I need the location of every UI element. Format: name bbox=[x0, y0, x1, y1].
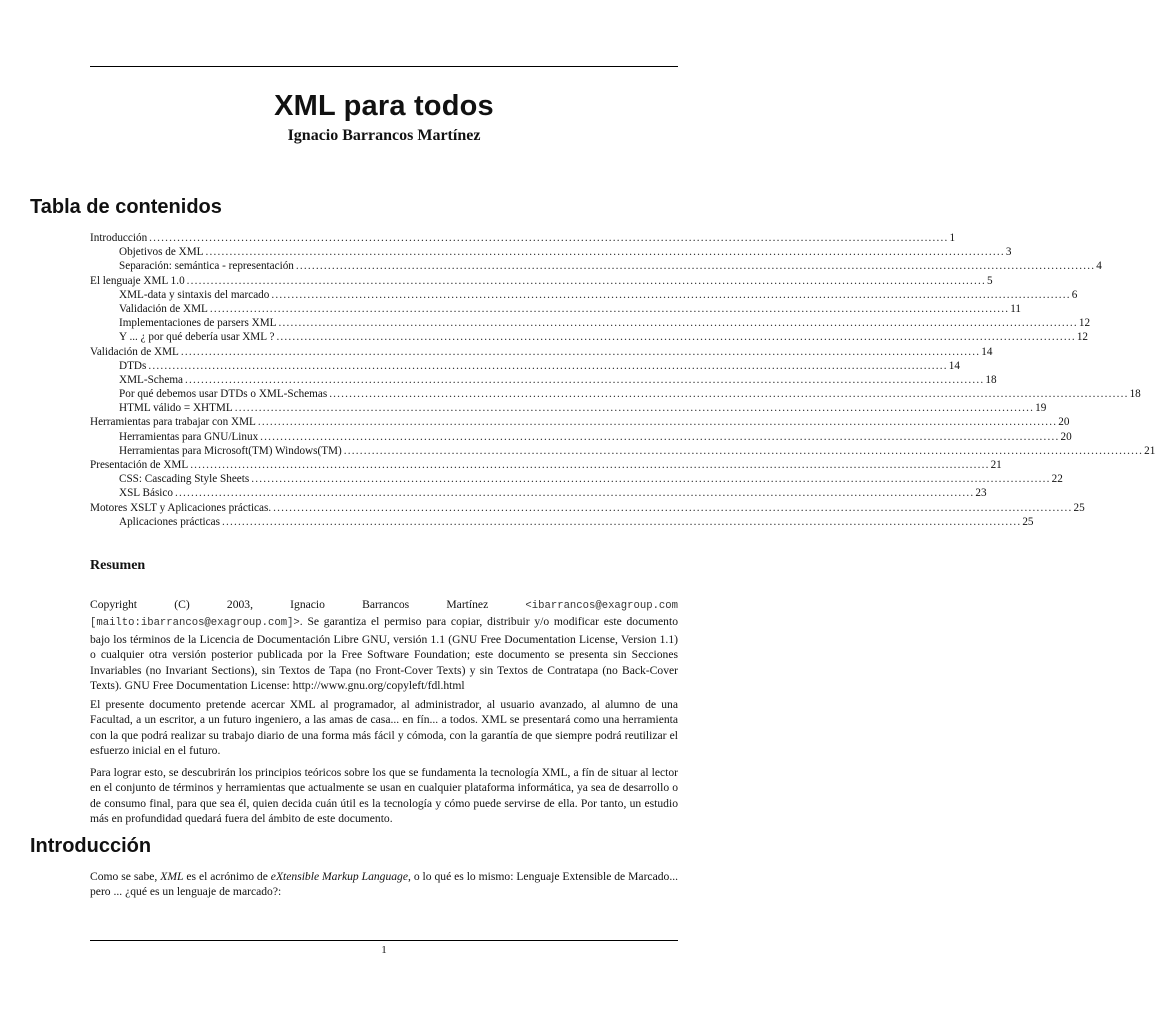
toc-dot-leader: ........................................................................................................................................................................................................ bbox=[251, 473, 1051, 486]
introduction-paragraph: Como se sabe, XML es el acrónimo de eXtensible Markup Language, o lo qué es lo mismo: Lenguaje Extensible de Marcado... pero ... ¿qué es un lenguaje de marcado?: bbox=[90, 870, 679, 899]
toc-entry-page: 23 bbox=[975, 487, 987, 500]
toc-entry-label: Y ... ¿ por qué debería usar XML ? bbox=[119, 331, 275, 344]
toc-entry[interactable] bbox=[90, 515, 1034, 529]
toc-entry-label: Por qué debemos usar DTDs o XML-Schemas bbox=[119, 388, 328, 401]
term-extensible-markup-language: eXtensible Markup Language bbox=[270, 870, 409, 883]
toc-dot-leader: ........................................................................................................................................................................................................ bbox=[148, 359, 948, 372]
toc-entry[interactable] bbox=[90, 501, 1085, 515]
toc-entry-label: Herramientas para Microsoft(TM) Windows(TM) bbox=[119, 444, 342, 457]
toc-dot-leader: ........................................................................................................................................................................................................ bbox=[174, 487, 975, 500]
footer-rule bbox=[90, 940, 678, 941]
toc-entry[interactable] bbox=[90, 302, 1022, 316]
toc-dot-leader: ........................................................................................................................................................................................................ bbox=[221, 515, 1022, 528]
copyright-text: Copyright (C) 2003, Ignacio Barrancos Martínez bbox=[90, 598, 526, 611]
toc-entry[interactable] bbox=[90, 444, 1155, 458]
toc-entry[interactable] bbox=[90, 259, 1102, 273]
toc-entry-page: 20 bbox=[1058, 416, 1070, 429]
toc-entry-label: DTDs bbox=[119, 359, 147, 372]
toc-entry-page: 4 bbox=[1096, 260, 1102, 273]
term-xml: XML bbox=[160, 870, 184, 883]
toc-entry[interactable] bbox=[90, 231, 956, 245]
document-title: XML para todos bbox=[274, 90, 494, 122]
toc-entry[interactable] bbox=[90, 359, 960, 373]
toc-entry-label: XML-data y sintaxis del marcado bbox=[119, 288, 270, 301]
toc-dot-leader: ........................................................................................................................................................................................................ bbox=[257, 416, 1058, 429]
toc-entry-page: 12 bbox=[1078, 317, 1091, 330]
toc-entry[interactable] bbox=[90, 245, 1012, 259]
toc-entry-label: HTML válido = XHTML bbox=[119, 402, 233, 415]
toc-entry[interactable] bbox=[90, 458, 1002, 472]
toc-entry[interactable] bbox=[90, 401, 1047, 415]
toc-entry[interactable] bbox=[90, 415, 1070, 429]
toc-entry-page: 12 bbox=[1076, 331, 1088, 344]
toc-entry-page: 5 bbox=[987, 274, 993, 287]
toc-entry-label: Presentación de XML bbox=[90, 459, 189, 471]
toc-entry-page: 21 bbox=[990, 459, 1002, 471]
toc-entry-label: XSL Básico bbox=[119, 487, 173, 500]
toc-entry-label: Motores XSLT y Aplicaciones prácticas. bbox=[90, 501, 272, 514]
toc-entry[interactable] bbox=[90, 316, 1091, 330]
toc-entry-label: CSS: Cascading Style Sheets bbox=[119, 473, 250, 486]
page-number: 1 bbox=[381, 944, 387, 956]
toc-dot-leader: ........................................................................................................................................................................................................ bbox=[273, 501, 1073, 514]
toc-entry-label: Validación de XML bbox=[119, 302, 208, 315]
toc-entry-page: 14 bbox=[981, 345, 993, 358]
header-rule bbox=[90, 66, 678, 67]
toc-entry[interactable] bbox=[90, 345, 993, 359]
toc-dot-leader: ........................................................................................................................................................................................................ bbox=[186, 274, 987, 287]
toc-entry-page: 21 bbox=[1144, 444, 1155, 457]
toc-entry-label: Implementaciones de parsers XML bbox=[119, 317, 277, 330]
toc-entry-page: 18 bbox=[985, 373, 997, 386]
toc-entry-page: 3 bbox=[1005, 246, 1012, 259]
toc-entry-label: Herramientas para GNU/Linux bbox=[119, 430, 259, 443]
toc-entry-page: 14 bbox=[948, 359, 960, 372]
toc-entry[interactable] bbox=[90, 387, 1141, 401]
toc-dot-leader: ........................................................................................................................................................................................................ bbox=[295, 260, 1096, 273]
abstract-heading: Resumen bbox=[90, 558, 146, 573]
toc-entry[interactable] bbox=[90, 472, 1063, 486]
toc-dot-leader: ........................................................................................................................................................................................................ bbox=[180, 345, 981, 358]
license-text: . Se garantiza el permiso para copiar, distribuir y/o modificar este documento bajo los términos de la Licencia de Documentación Libre GNU, versión 1.1 (GNU Free Documentation License, Version 1.1) o cualquier otra versión posterior publicada por la Free Software Foundation; este documento se presenta sin Secciones Invariables (no Invariant Sections), sin Textos de Tapa (no Front-Cover Texts) y sin Textos de Contratapa (no Back-Cover Texts). GNU Free Documentation License: http://www.gnu.org/copyleft/fdl.html bbox=[90, 615, 678, 693]
toc-entry-page: 1 bbox=[949, 232, 956, 244]
toc-entry[interactable] bbox=[90, 288, 1078, 302]
toc-entry-page: 6 bbox=[1071, 288, 1078, 301]
toc-entry-label: XML-Schema bbox=[119, 373, 184, 386]
abstract-paragraph-copyright bbox=[90, 597, 678, 693]
toc-entry-label: Objetivos de XML bbox=[119, 246, 204, 259]
introduction-heading: Introducción bbox=[30, 835, 152, 857]
toc-heading: Tabla de contenidos bbox=[30, 196, 222, 218]
abstract-paragraph-scope: Para lograr esto, se descubrirán los principios teóricos sobre los que se fundamenta la tecnología XML, a fín de situar al lector en el conjunto de términos y herramientas que actualmente se usan en cualquier plataforma informática, ya sea de desarrollo o de consumo final, para que sea él, quien decida cuán útil es la tecnología y cómo puede servirse de ella. Por tanto, un estudio más en profundidad quedará fuera del ámbito de este documento. bbox=[90, 766, 678, 826]
toc-entry-page: 18 bbox=[1129, 388, 1141, 401]
toc-entry-page: 19 bbox=[1035, 402, 1047, 415]
toc-entry[interactable] bbox=[90, 274, 993, 288]
toc-dot-leader: ........................................................................................................................................................................................................ bbox=[276, 331, 1076, 344]
toc-dot-leader: ........................................................................................................................................................................................................ bbox=[278, 317, 1078, 330]
toc-dot-leader: ........................................................................................................................................................................................................ bbox=[185, 373, 985, 386]
toc-entry-label: Introducción bbox=[90, 232, 148, 244]
toc-entry-page: 22 bbox=[1051, 473, 1063, 486]
toc-entry-page: 20 bbox=[1060, 430, 1072, 443]
toc-entry-label: Separación: semántica - representación bbox=[119, 260, 294, 273]
toc-dot-leader: ........................................................................................................................................................................................................ bbox=[205, 246, 1005, 259]
table-of-contents bbox=[90, 231, 1155, 529]
toc-dot-leader: ........................................................................................................................................................................................................ bbox=[260, 430, 1060, 443]
author-email-link[interactable]: <ibarrancos@exagroup.com [mailto:ibarrancos@exagroup.com]> bbox=[90, 600, 678, 630]
document-author: Ignacio Barrancos Martínez bbox=[287, 127, 481, 144]
toc-entry-label: Herramientas para trabajar con XML bbox=[90, 416, 256, 429]
abstract-paragraph-purpose: El presente documento pretende acercar XML al programador, al administrador, al usuario avanzado, al alumno de una Facultad, a un escritor, a un futuro ingeniero, a las amas de casa... en fín... a todos. XML se presentará como una herramienta con la que podrá realizar su trabajo diario de una forma más fácil y cómoda, con la garantía de que siempre podrá reutilizar el esfuerzo inicial en el futuro. bbox=[90, 698, 678, 758]
toc-entry-page: 11 bbox=[1010, 302, 1022, 315]
toc-entry[interactable] bbox=[90, 430, 1072, 444]
toc-dot-leader: ........................................................................................................................................................................................................ bbox=[234, 402, 1035, 415]
toc-entry-label: El lenguaje XML 1.0 bbox=[90, 274, 185, 287]
toc-dot-leader: ........................................................................................................................................................................................................ bbox=[209, 302, 1010, 315]
toc-entry[interactable] bbox=[90, 486, 987, 500]
toc-dot-leader: ........................................................................................................................................................................................................ bbox=[329, 388, 1129, 401]
toc-entry-page: 25 bbox=[1022, 515, 1034, 528]
toc-entry-label: Validación de XML bbox=[90, 345, 179, 358]
toc-dot-leader: ........................................................................................................................................................................................................ bbox=[149, 232, 949, 244]
toc-entry[interactable] bbox=[90, 330, 1088, 344]
toc-dot-leader: ........................................................................................................................................................................................................ bbox=[343, 444, 1144, 457]
toc-dot-leader: ........................................................................................................................................................................................................ bbox=[190, 459, 990, 471]
toc-dot-leader: ........................................................................................................................................................................................................ bbox=[271, 288, 1071, 301]
toc-entry[interactable] bbox=[90, 373, 997, 387]
toc-entry-label: Aplicaciones prácticas bbox=[119, 515, 220, 528]
toc-entry-page: 25 bbox=[1073, 501, 1085, 514]
